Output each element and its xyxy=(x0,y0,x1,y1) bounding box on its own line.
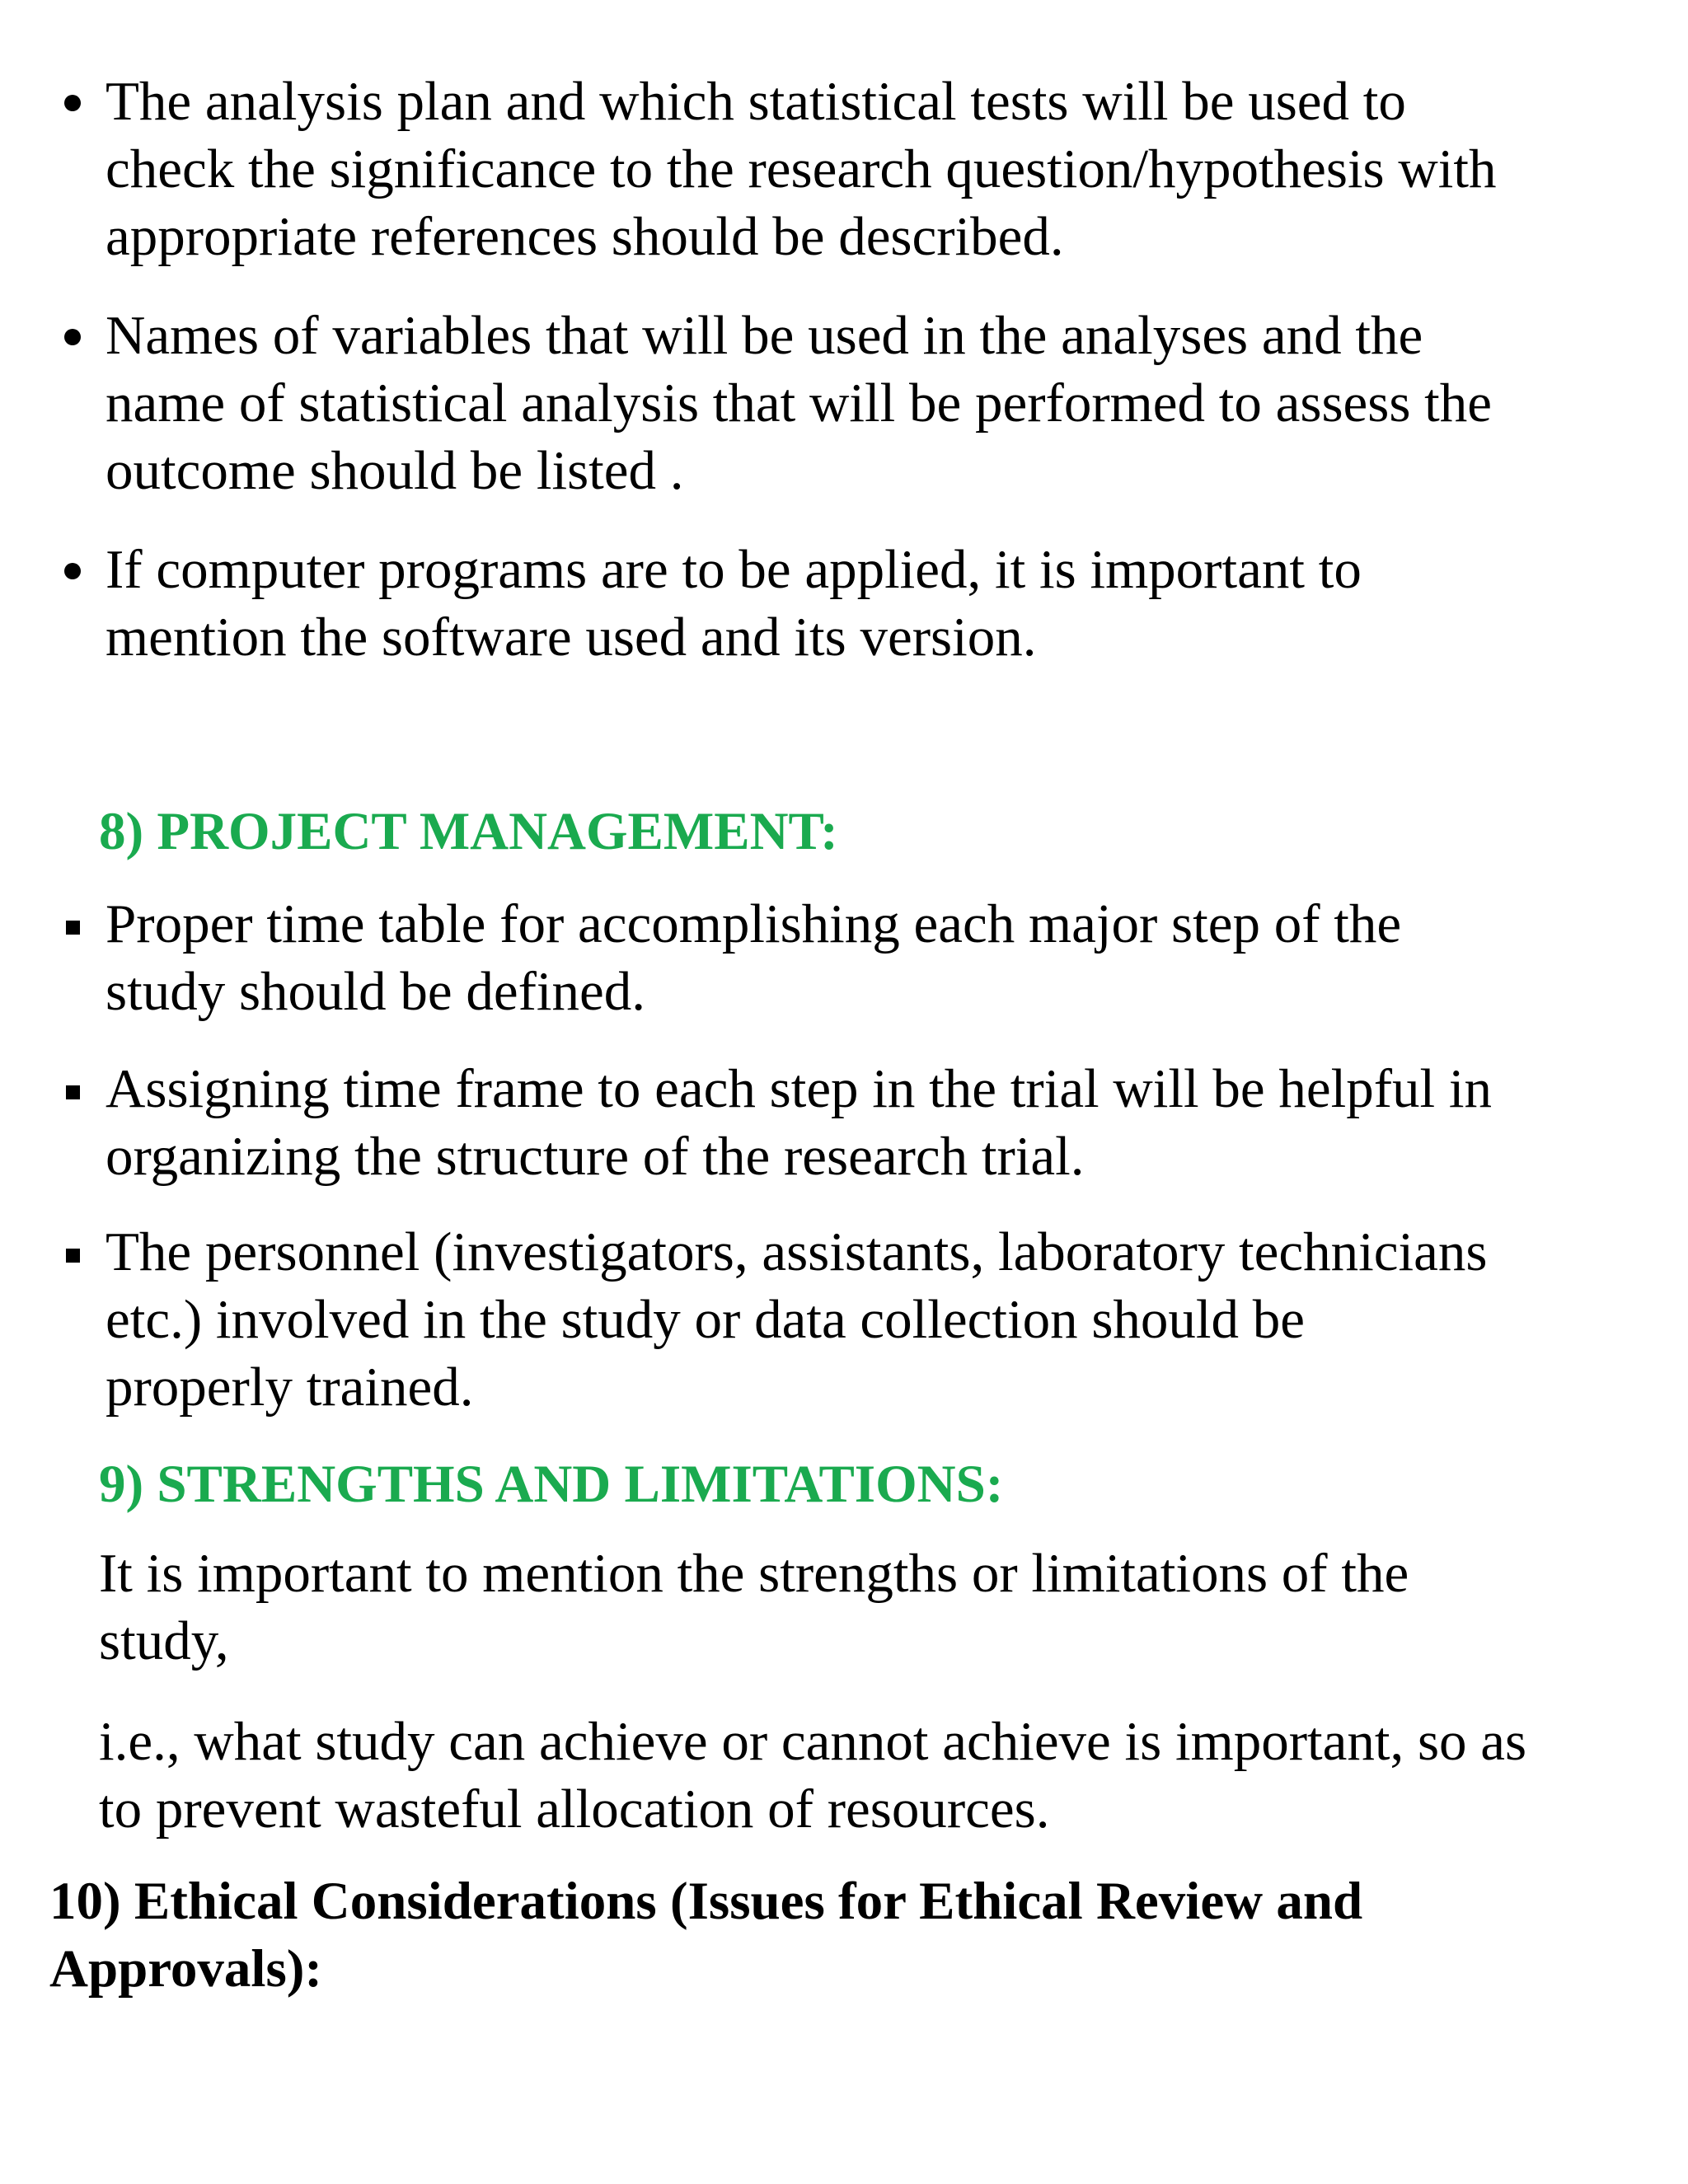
paragraph xyxy=(99,1708,1665,1843)
list-item-text xyxy=(106,890,1655,1025)
text-line: The analysis plan and which statistical tests will be used to xyxy=(106,71,1406,132)
list-item xyxy=(106,536,1655,671)
list-item-text xyxy=(106,1218,1655,1421)
list-item-text xyxy=(106,302,1655,504)
text-line: Approvals): xyxy=(49,1939,323,1999)
list-item xyxy=(106,1055,1655,1190)
text-line: The personnel (investigators, assistants, laboratory technicians xyxy=(106,1221,1488,1282)
text-line: name of statistical analysis that will be performed to assess the xyxy=(106,373,1493,434)
text-line: study, xyxy=(99,1610,229,1671)
list-item-text xyxy=(106,536,1655,671)
text-line: check the significance to the research question/hypothesis with xyxy=(106,138,1497,199)
list-item xyxy=(106,1218,1655,1421)
paragraph xyxy=(99,1540,1665,1675)
text-line: It is important to mention the strengths or limitations of the xyxy=(99,1543,1409,1604)
list-item-text xyxy=(106,1055,1655,1190)
text-line: 10) Ethical Considerations (Issues for Ethical Review and xyxy=(49,1872,1363,1931)
text-line: outcome should be listed . xyxy=(106,440,684,501)
text-line: properly trained. xyxy=(106,1357,474,1418)
text-line: i.e., what study can achieve or cannot achieve is important, so as xyxy=(99,1711,1527,1772)
text-line: Assigning time frame to each step in the trial will be helpful in xyxy=(106,1058,1493,1119)
list-item-text xyxy=(106,68,1655,270)
section-heading-strengths-limitations: 9) STRENGTHS AND LIMITATIONS: xyxy=(99,1455,1004,1514)
text-line: to prevent wasteful allocation of resources. xyxy=(99,1779,1050,1840)
list-item xyxy=(106,68,1655,270)
text-line: If computer programs are to be applied, it is important to xyxy=(106,539,1362,600)
text-line: mention the software used and its version. xyxy=(106,607,1037,668)
section-heading-ethical-considerations xyxy=(49,1868,1362,2003)
text-line: organizing the structure of the research trial. xyxy=(106,1126,1085,1187)
list-item xyxy=(106,302,1655,504)
text-line: appropriate references should be described. xyxy=(106,206,1064,267)
text-line: Proper time table for accomplishing each major step of the xyxy=(106,893,1402,954)
text-line: study should be defined. xyxy=(106,961,646,1022)
section-heading-project-management: 8) PROJECT MANAGEMENT: xyxy=(99,802,838,861)
text-line: Names of variables that will be used in the analyses and the xyxy=(106,305,1423,366)
text-line: etc.) involved in the study or data collection should be xyxy=(106,1289,1306,1350)
list-item xyxy=(106,890,1655,1025)
